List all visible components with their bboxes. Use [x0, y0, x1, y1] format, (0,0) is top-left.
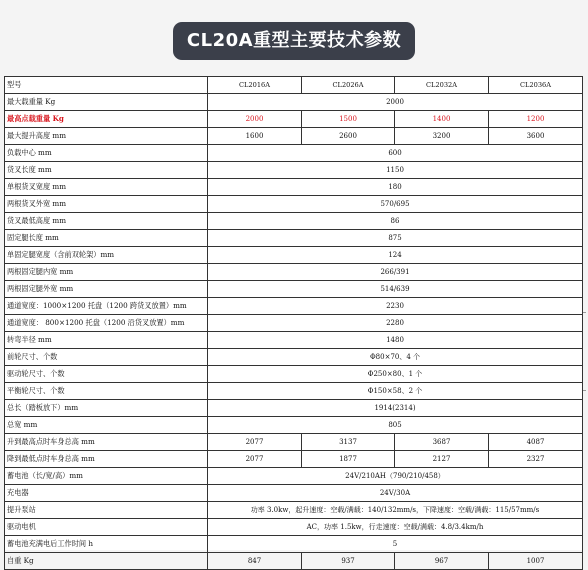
- row-value: 1914(2314): [208, 400, 583, 417]
- table-row: [5, 417, 583, 434]
- row-value: 124: [208, 247, 583, 264]
- table-row: [5, 213, 583, 230]
- row-label: 货叉长度 mm: [5, 162, 208, 179]
- row-value: 967: [395, 553, 489, 570]
- row-label: 升到最高点时车身总高 mm: [5, 434, 208, 451]
- table-row: [5, 553, 583, 570]
- row-label: 负载中心 mm: [5, 145, 208, 162]
- row-label: 两根货叉外宽 mm: [5, 196, 208, 213]
- row-value: 1600: [208, 128, 302, 145]
- page-title: CL20A重型主要技术参数: [173, 22, 415, 60]
- row-value: Φ150×58、2 个: [208, 383, 583, 400]
- row-value: 2000: [208, 111, 302, 128]
- row-value: 3600: [489, 128, 583, 145]
- table-row: [5, 468, 583, 485]
- table-header-row: [5, 77, 583, 94]
- row-label: 充电器: [5, 485, 208, 502]
- table-row: [5, 434, 583, 451]
- row-label: 自重 Kg: [5, 553, 208, 570]
- row-value: 2077: [208, 451, 302, 468]
- row-value: 4087: [489, 434, 583, 451]
- row-value: 937: [302, 553, 395, 570]
- row-label: 单固定腿宽度（含前双轮架）mm: [5, 247, 208, 264]
- row-label: 最大载重量 Kg: [5, 94, 208, 111]
- row-value: 5: [208, 536, 583, 553]
- row-value: 1877: [302, 451, 395, 468]
- row-value: 86: [208, 213, 583, 230]
- row-label: 驱动电机: [5, 519, 208, 536]
- row-value: 1150: [208, 162, 583, 179]
- table-row: [5, 179, 583, 196]
- table-row: [5, 349, 583, 366]
- edge-marker: [583, 312, 586, 313]
- row-value: 1400: [395, 111, 489, 128]
- row-value: 514/639: [208, 281, 583, 298]
- row-value: 570/695: [208, 196, 583, 213]
- row-value: 847: [208, 553, 302, 570]
- table-row: [5, 451, 583, 468]
- row-value: 2230: [208, 298, 583, 315]
- row-value: 24V/30A: [208, 485, 583, 502]
- row-label: 单根货叉宽度 mm: [5, 179, 208, 196]
- table-row: [5, 485, 583, 502]
- spec-table-body: [5, 77, 583, 570]
- row-label: 最大提升高度 mm: [5, 128, 208, 145]
- table-row: [5, 298, 583, 315]
- column-header-cl2032a: CL2032A: [395, 77, 489, 94]
- row-label: 蓄电池（长/宽/高）mm: [5, 468, 208, 485]
- table-row: [5, 94, 583, 111]
- row-label: 平衡轮尺寸、个数: [5, 383, 208, 400]
- edge-marker: [583, 390, 586, 391]
- table-row: [5, 502, 583, 519]
- row-value: Φ250×80、1 个: [208, 366, 583, 383]
- spec-table: [4, 76, 583, 570]
- table-row: [5, 366, 583, 383]
- table-row: [5, 230, 583, 247]
- table-row: [5, 383, 583, 400]
- row-value: 1007: [489, 553, 583, 570]
- row-value: AC，功率 1.5kw，行走速度：空载/满载：4.8/3.4km/h: [208, 519, 583, 536]
- table-row: [5, 145, 583, 162]
- row-value: 3200: [395, 128, 489, 145]
- table-row: [5, 315, 583, 332]
- column-header-model: 型号: [5, 77, 208, 94]
- row-label: 蓄电池充满电后工作时间 h: [5, 536, 208, 553]
- row-label: 驱动轮尺寸、个数: [5, 366, 208, 383]
- row-value: Φ80×70、4 个: [208, 349, 583, 366]
- table-row: [5, 128, 583, 145]
- table-row: [5, 111, 583, 128]
- row-value: 600: [208, 145, 583, 162]
- row-value: 3687: [395, 434, 489, 451]
- row-value: 805: [208, 417, 583, 434]
- row-value: 2327: [489, 451, 583, 468]
- table-row: [5, 196, 583, 213]
- title-container: [0, 22, 588, 60]
- table-row: [5, 536, 583, 553]
- row-label: 降到最低点时车身总高 mm: [5, 451, 208, 468]
- row-value: 875: [208, 230, 583, 247]
- row-value: 1500: [302, 111, 395, 128]
- row-label: 前轮尺寸、个数: [5, 349, 208, 366]
- row-value: 266/391: [208, 264, 583, 281]
- table-row: [5, 400, 583, 417]
- table-row: [5, 264, 583, 281]
- row-value: 2280: [208, 315, 583, 332]
- row-label: 固定腿长度 mm: [5, 230, 208, 247]
- table-row: [5, 332, 583, 349]
- row-value: 3137: [302, 434, 395, 451]
- row-label: 提升泵站: [5, 502, 208, 519]
- row-value: 2077: [208, 434, 302, 451]
- row-label: 通道宽度：1000×1200 托盘（1200 跨货叉放置）mm: [5, 298, 208, 315]
- row-label: 转弯半径 mm: [5, 332, 208, 349]
- row-label: 最高点载重量 Kg: [5, 111, 208, 128]
- row-label: 两根固定腿外宽 mm: [5, 281, 208, 298]
- spec-sheet: [4, 76, 582, 565]
- row-label: 两根固定腿内宽 mm: [5, 264, 208, 281]
- table-row: [5, 519, 583, 536]
- row-value: 1480: [208, 332, 583, 349]
- row-value: 1200: [489, 111, 583, 128]
- table-row: [5, 281, 583, 298]
- table-row: [5, 247, 583, 264]
- row-value: 24V/210AH（790/210/458）: [208, 468, 583, 485]
- row-value: 180: [208, 179, 583, 196]
- column-header-cl2026a: CL2026A: [302, 77, 395, 94]
- row-value: 功率 3.0kw，起升速度：空载/满载：140/132mm/s，下降速度：空载/满载：115/57mm/s: [208, 502, 583, 519]
- table-row: [5, 162, 583, 179]
- row-label: 货叉最低高度 mm: [5, 213, 208, 230]
- row-value: 2600: [302, 128, 395, 145]
- row-label: 通道宽度： 800×1200 托盘（1200 沿货叉放置）mm: [5, 315, 208, 332]
- column-header-cl2036a: CL2036A: [489, 77, 583, 94]
- row-value: 2127: [395, 451, 489, 468]
- row-value: 2000: [208, 94, 583, 111]
- row-label: 总宽 mm: [5, 417, 208, 434]
- row-label: 总长（踏板放下）mm: [5, 400, 208, 417]
- column-header-cl2016a: CL2016A: [208, 77, 302, 94]
